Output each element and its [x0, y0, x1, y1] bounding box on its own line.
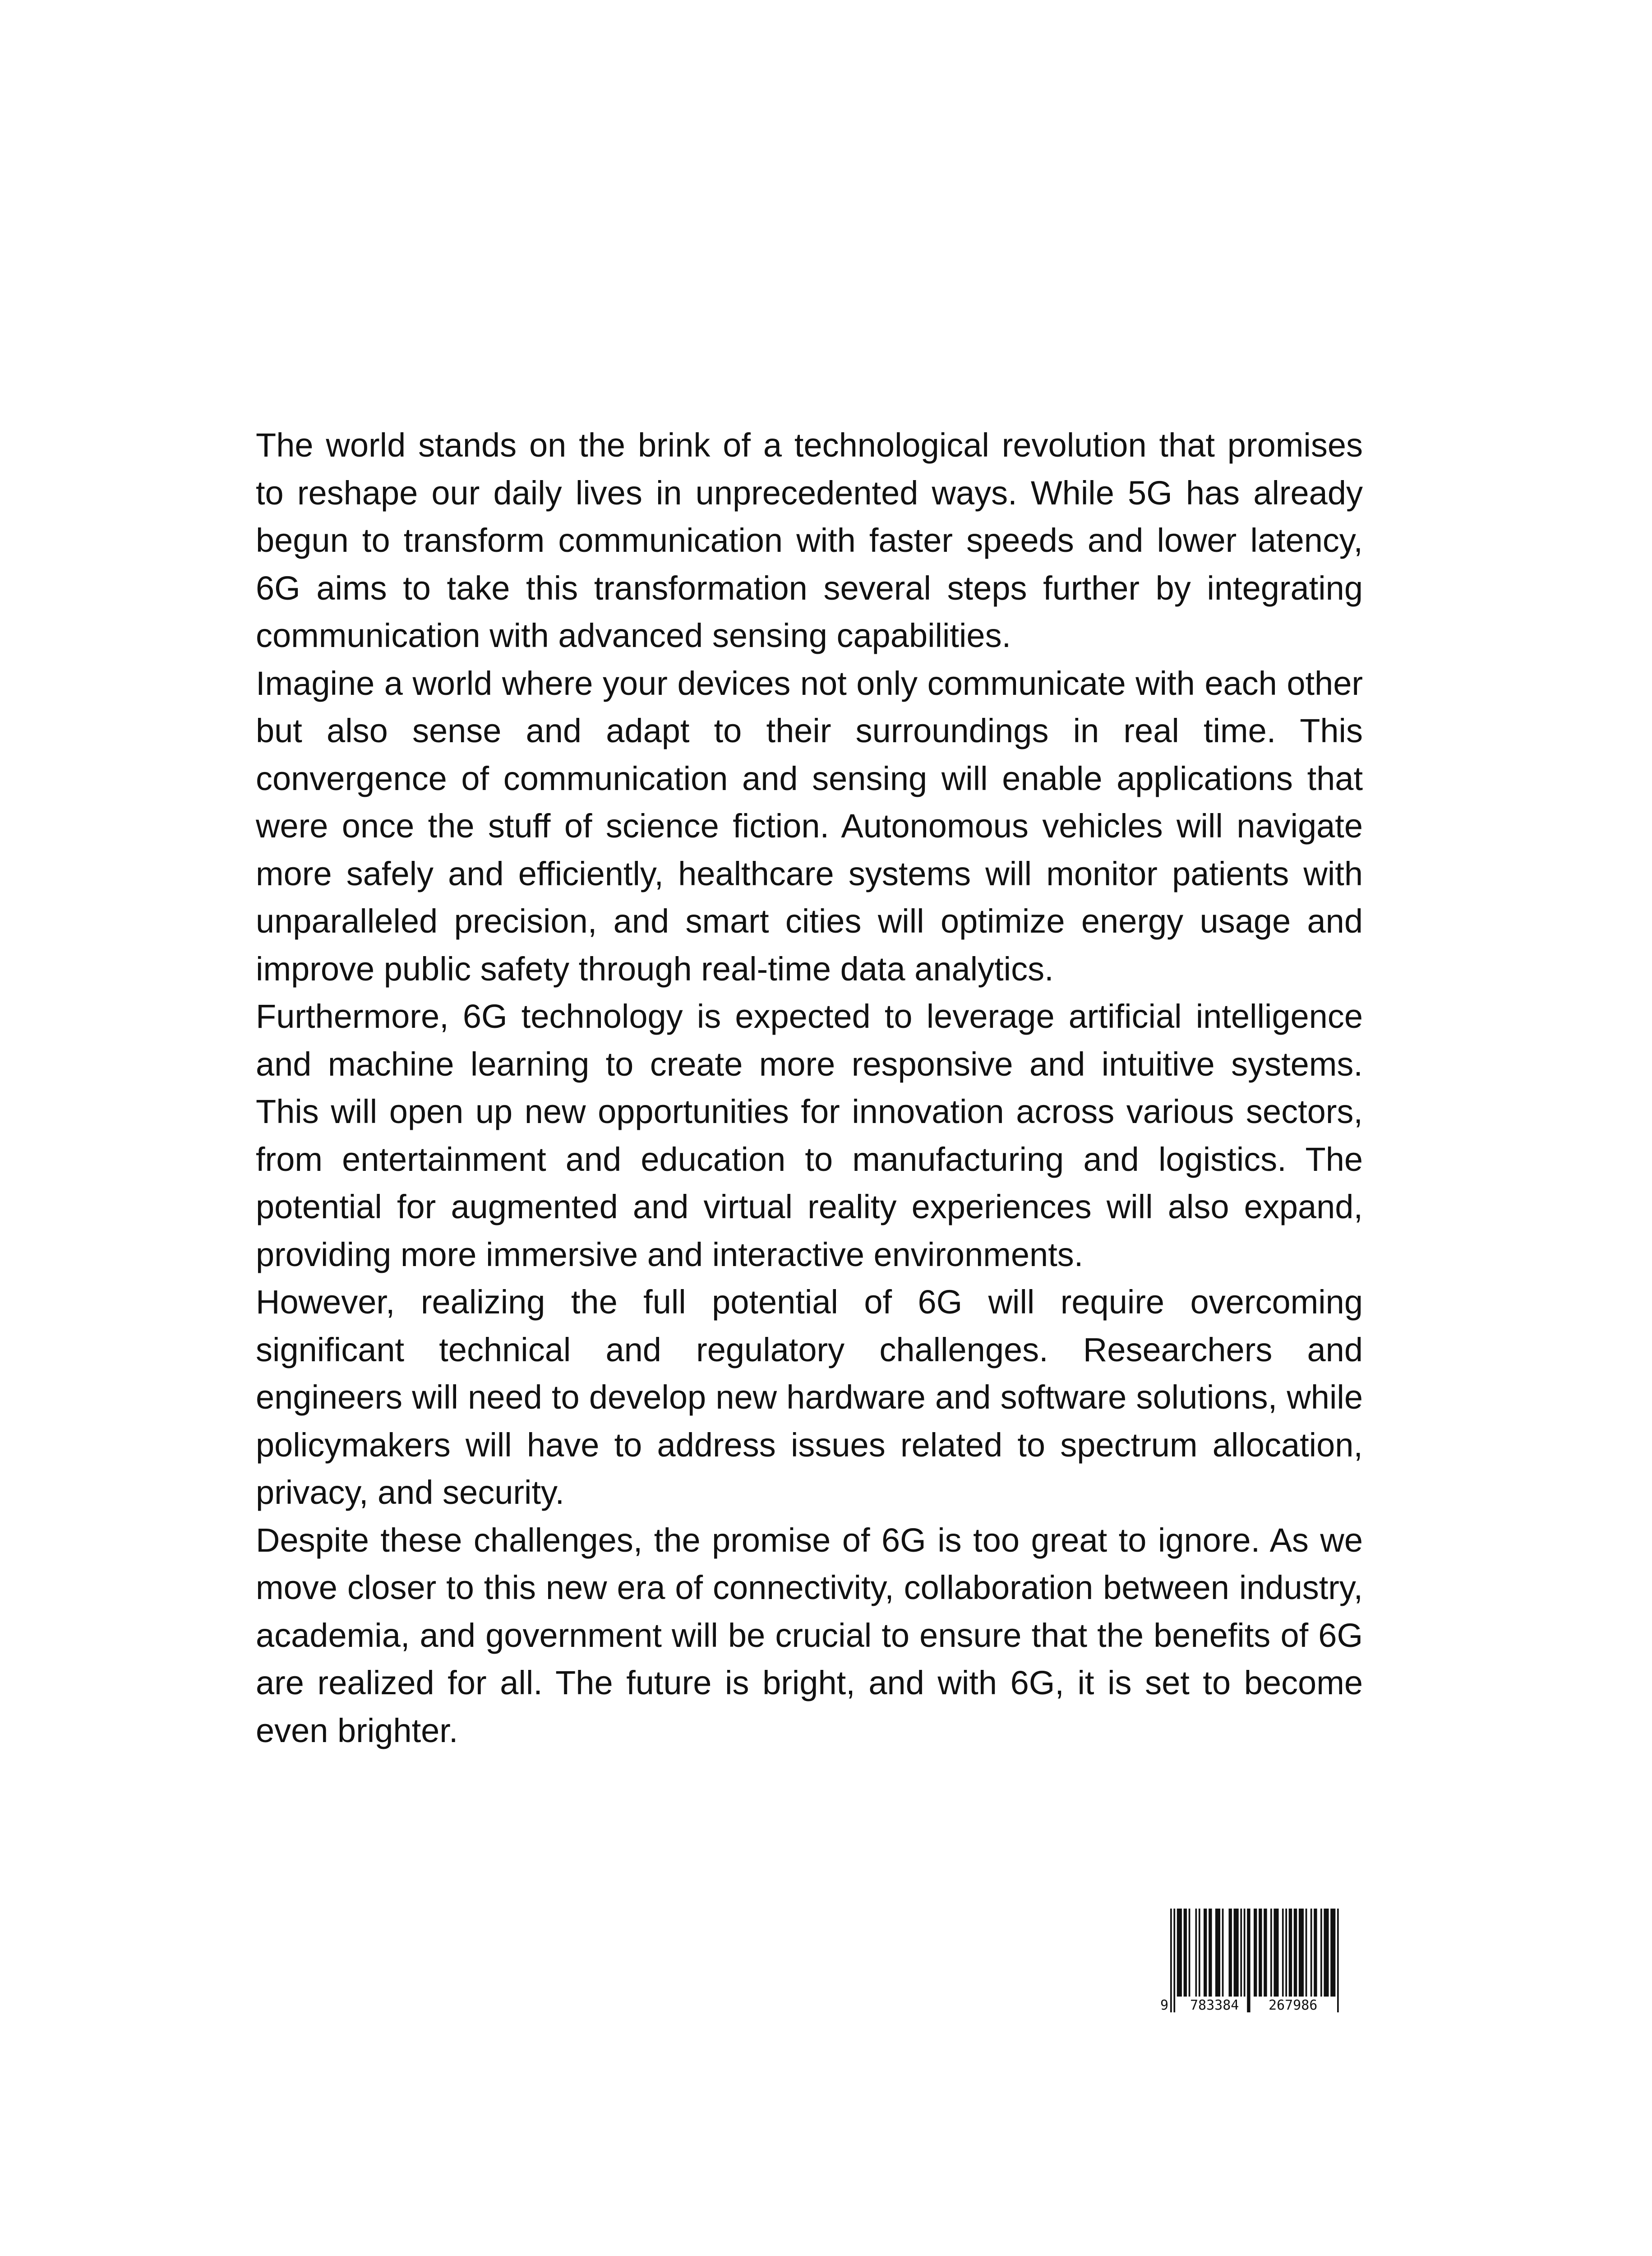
barcode-bar: [1234, 1909, 1239, 1997]
barcode-bar: [1294, 1909, 1297, 1997]
barcode-bar: [1274, 1909, 1278, 1997]
barcode-bar: [1215, 1909, 1220, 1997]
barcode-bar: [1320, 1909, 1322, 1997]
barcode-bar: [1222, 1909, 1224, 1997]
barcode-bar: [1189, 1909, 1191, 1997]
barcode-bar: [1299, 1909, 1304, 1997]
barcode-bar: [1209, 1909, 1212, 1997]
barcode-bar: [1264, 1909, 1267, 1997]
barcode-bar: [1195, 1909, 1197, 1997]
blurb-paragraph-5: Despite these challenges, the promise of 6G is too great to ignore. As we move closer to this new era of connectivity, collaboration between industry, academia, and government will be crucial to ensure that the benefits of 6G are realized for all. The future is bright, and with 6G, it is set to become even brighter.: [256, 1521, 1363, 1749]
barcode-digits: [1159, 1997, 1349, 2015]
blurb-paragraph-4: However, realizing the full potential of 6G will require overcoming significant technical and regulatory challenges. Researchers and engineers will need to develop new hardware and software solutions, while policymakers will have to address issues related to spectrum allocation, privacy, and security.: [256, 1283, 1363, 1511]
barcode-bar: [1204, 1909, 1207, 1997]
barcode-digit-first: 9: [1159, 1997, 1169, 2015]
isbn-barcode: [1159, 1909, 1349, 2017]
barcode-bar: [1282, 1909, 1284, 1997]
barcode-digits-left: 783384: [1189, 1997, 1240, 2015]
barcode-bar: [1330, 1909, 1335, 1997]
barcode-bar: [1314, 1909, 1317, 1997]
barcode-bar: [1254, 1909, 1257, 1997]
blurb-paragraph-2: Imagine a world where your devices not only communicate with each other but also sense and adapt to their surroundings in real time. This convergence of communication and sensing will enable applications that were once the stuff of science fiction. Autonomous vehicles will navigate more safely and efficiently, healthcare systems will monitor patients with unparalleled precision, and smart cities will optimize energy usage and improve public safety through real-time data analytics.: [256, 664, 1363, 988]
barcode-bar: [1240, 1909, 1242, 1997]
barcode-digits-right: 267986: [1268, 1997, 1318, 2015]
barcode-bar: [1177, 1909, 1182, 1997]
barcode-bar: [1270, 1909, 1272, 1997]
barcode-bar: [1259, 1909, 1262, 1997]
barcode-bar: [1311, 1909, 1312, 1997]
barcode-bar: [1306, 1909, 1307, 1997]
barcode-bar: [1244, 1909, 1246, 1997]
blurb-text: [256, 421, 1363, 1754]
barcode-bar: [1285, 1909, 1287, 1997]
barcode-bar: [1229, 1909, 1232, 1997]
barcode-bar: [1184, 1909, 1187, 1997]
barcode-bar: [1289, 1909, 1292, 1997]
barcode-bar: [1324, 1909, 1329, 1997]
barcode-bar: [1199, 1909, 1200, 1997]
blurb-paragraph-3: Furthermore, 6G technology is expected to leverage artificial intelligence and machine learning to create more responsive and intuitive systems. This will open up new opportunities for innovation across various sectors, from entertainment and education to manufacturing and logistics. The potential for augmented and virtual reality experiences will also expand, providing more immersive and interactive environments.: [256, 998, 1363, 1273]
blurb-paragraph-1: The world stands on the brink of a technological revolution that promises to reshape our daily lives in unprecedented ways. While 5G has already begun to transform communication with faster speeds and lower latency, 6G aims to take this transformation several steps further by integrating communication with advanced sensing capabilities.: [256, 426, 1363, 654]
